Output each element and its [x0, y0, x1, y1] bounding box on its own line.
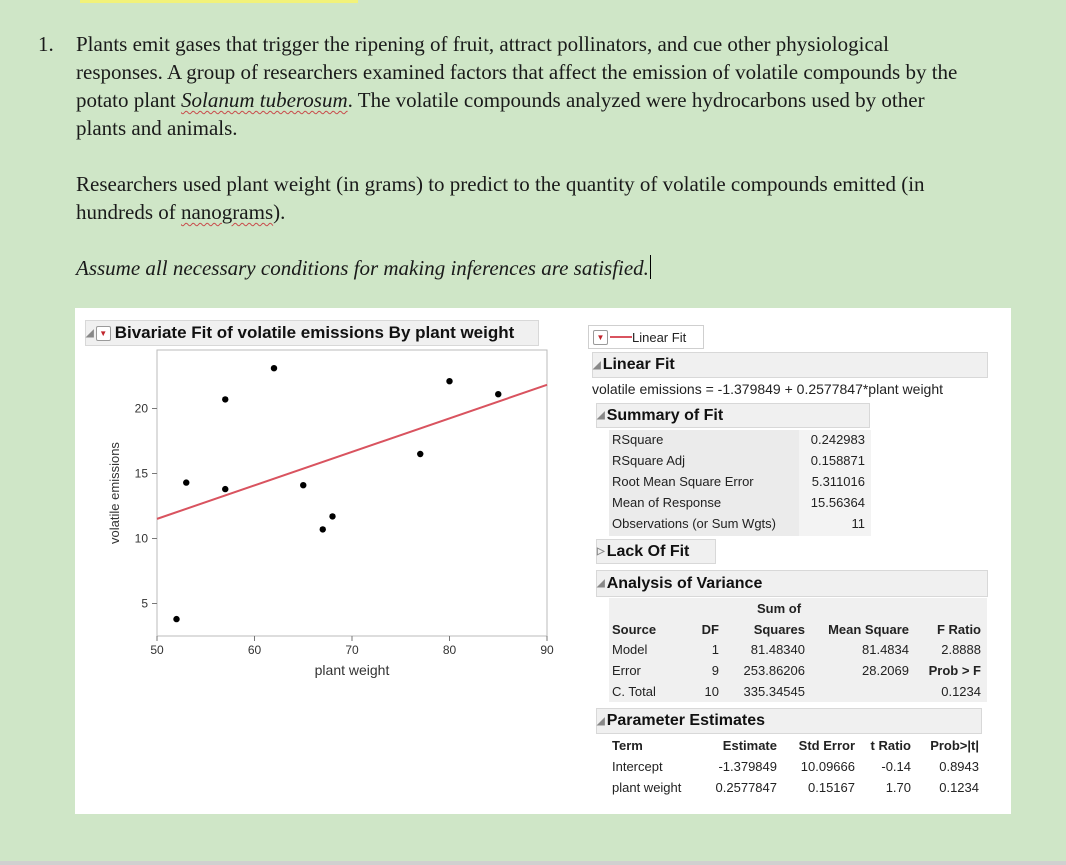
param-cell: -0.14: [881, 759, 911, 774]
data-point: [222, 396, 228, 402]
anova-col-header: DF: [701, 622, 719, 637]
x-tick-label: 60: [247, 643, 262, 657]
anova-cell: 253.86206: [743, 663, 805, 678]
y-axis-label: volatile emissions: [107, 442, 122, 544]
anova-cell: Model: [612, 642, 648, 657]
anova-cell: 2.8888: [941, 642, 981, 657]
anova-col-header: Mean Square: [828, 622, 909, 637]
anova-cell: C. Total: [612, 684, 656, 699]
anova-cell: 81.48340: [750, 642, 805, 657]
data-point: [329, 513, 335, 519]
summary-row-value: 11: [851, 516, 865, 531]
data-point: [222, 486, 228, 492]
disclosure-icon[interactable]: ◢: [593, 359, 601, 371]
param-cell: 0.8943: [939, 759, 979, 774]
param-col-header: Estimate: [722, 738, 777, 753]
x-tick-label: 80: [442, 643, 457, 657]
parameter-estimates-title: Parameter Estimates: [606, 712, 766, 729]
text-cursor: [650, 255, 651, 279]
param-cell: Intercept: [612, 759, 663, 774]
summary-row-value: 0.158871: [810, 453, 865, 468]
param-cell: -1.379849: [718, 759, 777, 774]
summary-row-label: RSquare: [612, 432, 664, 447]
anova-col-header: F Ratio: [936, 622, 981, 637]
disclosure-icon[interactable]: ◢: [597, 715, 605, 727]
data-point: [320, 526, 326, 532]
param-col-header: Term: [612, 738, 643, 753]
linear-fit-header[interactable]: [592, 352, 988, 378]
summary-row-value: 5.311016: [811, 474, 865, 489]
param-col-header: t Ratio: [870, 738, 911, 753]
anova-cell: 9: [711, 663, 719, 678]
summary-row-label: Mean of Response: [612, 495, 722, 510]
summary-row-value: 15.56364: [810, 495, 865, 510]
scatter-plot[interactable]: [75, 344, 575, 684]
summary-of-fit-header[interactable]: [596, 403, 870, 428]
summary-row-label: Root Mean Square Error: [612, 474, 754, 489]
fit-equation: volatile emissions = -1.379849 + 0.2577847*plant weight: [592, 381, 944, 397]
page-bottom-border: [0, 861, 1066, 865]
param-cell: 0.2577847: [715, 780, 777, 795]
summary-row-value: 0.242983: [810, 432, 865, 447]
anova-col-header: Source: [612, 622, 657, 637]
plot-frame: [157, 350, 547, 636]
anova-cell: 81.4834: [862, 642, 909, 657]
param-cell: 1.70: [885, 780, 911, 795]
lack-of-fit-title: Lack Of Fit: [606, 542, 690, 560]
anova-header[interactable]: [596, 570, 988, 597]
data-point: [271, 365, 277, 371]
disclosure-icon[interactable]: ◢: [86, 327, 94, 339]
legend-label: Linear Fit: [632, 329, 687, 345]
anova-table: [609, 598, 987, 702]
legend[interactable]: [588, 325, 704, 349]
y-tick-label: 10: [134, 531, 148, 546]
summary-row-label: RSquare Adj: [612, 453, 685, 468]
bivariate-title: Bivariate Fit of volatile emissions By plant weight: [114, 323, 515, 342]
x-tick-label: 70: [345, 643, 359, 657]
species-name: Solanum tuberosum: [180, 88, 348, 112]
y-tick-label: 20: [134, 401, 148, 416]
anova-header-top: Sum of: [757, 601, 802, 616]
legend-line-swatch: [610, 336, 632, 338]
anova-cell: 10: [704, 684, 719, 699]
parameter-estimates-header[interactable]: [596, 708, 982, 734]
data-point: [173, 616, 179, 622]
param-cell: 0.15167: [808, 780, 855, 795]
paragraph-method: Researchers used plant weight (in grams) to predict to the quantity of volatile compounds emitted (in hundreds of nanograms).: [76, 172, 925, 224]
anova-cell: Error: [612, 663, 641, 678]
bivariate-header[interactable]: [85, 320, 539, 346]
legend-menu-icon[interactable]: ▼: [593, 330, 608, 345]
data-point: [446, 378, 452, 384]
jmp-report: [75, 308, 1011, 814]
disclosure-icon[interactable]: ◢: [597, 410, 605, 421]
anova-title: Analysis of Variance: [606, 574, 763, 592]
spellcheck-word: nanograms: [180, 200, 274, 224]
anova-cell: 28.2069: [862, 663, 909, 678]
disclosure-closed-icon[interactable]: ▷: [597, 546, 605, 557]
anova-cell: 335.34545: [743, 684, 805, 699]
summary-row-label: Observations (or Sum Wgts): [612, 516, 776, 531]
data-point: [417, 451, 423, 457]
highlight-bar: [80, 0, 358, 3]
param-col-header: Std Error: [798, 738, 855, 753]
paragraph-assumption[interactable]: Assume all necessary conditions for making inferences are satisfied.: [76, 256, 649, 280]
parameter-estimates-table: [609, 736, 985, 800]
data-point: [300, 482, 306, 488]
x-tick-label: 90: [540, 643, 554, 657]
anova-cell: 0.1234: [941, 684, 981, 699]
data-point: [495, 391, 501, 397]
paragraph-intro: Plants emit gases that trigger the ripening of fruit, attract pollinators, and cue other physiological responses. A group of researchers examined factors that affect the emission of volatile compounds by the potato plant Solanum tuberosum. The volatile compounds analyzed were hydrocarbons used by other plants and animals.: [76, 32, 958, 140]
linear-fit-title: Linear Fit: [602, 356, 675, 373]
disclosure-icon[interactable]: ◢: [597, 578, 605, 589]
anova-cell: 1: [711, 642, 719, 657]
anova-cell: Prob > F: [928, 663, 981, 678]
y-tick-label: 15: [134, 466, 148, 481]
anova-col-header: Squares: [753, 622, 805, 637]
x-axis-label: plant weight: [314, 662, 390, 678]
y-tick-label: 5: [141, 596, 148, 611]
param-cell: 10.09666: [800, 759, 855, 774]
param-cell: plant weight: [612, 780, 682, 795]
summary-of-fit-title: Summary of Fit: [606, 406, 724, 424]
red-triangle-menu-icon[interactable]: ▼: [96, 326, 111, 341]
question-number: 1.: [38, 32, 54, 56]
param-cell: 0.1234: [939, 780, 979, 795]
lack-of-fit-header[interactable]: [596, 539, 716, 564]
param-col-header: Prob>|t|: [930, 738, 979, 753]
data-point: [183, 479, 189, 485]
x-tick-label: 50: [150, 643, 164, 657]
